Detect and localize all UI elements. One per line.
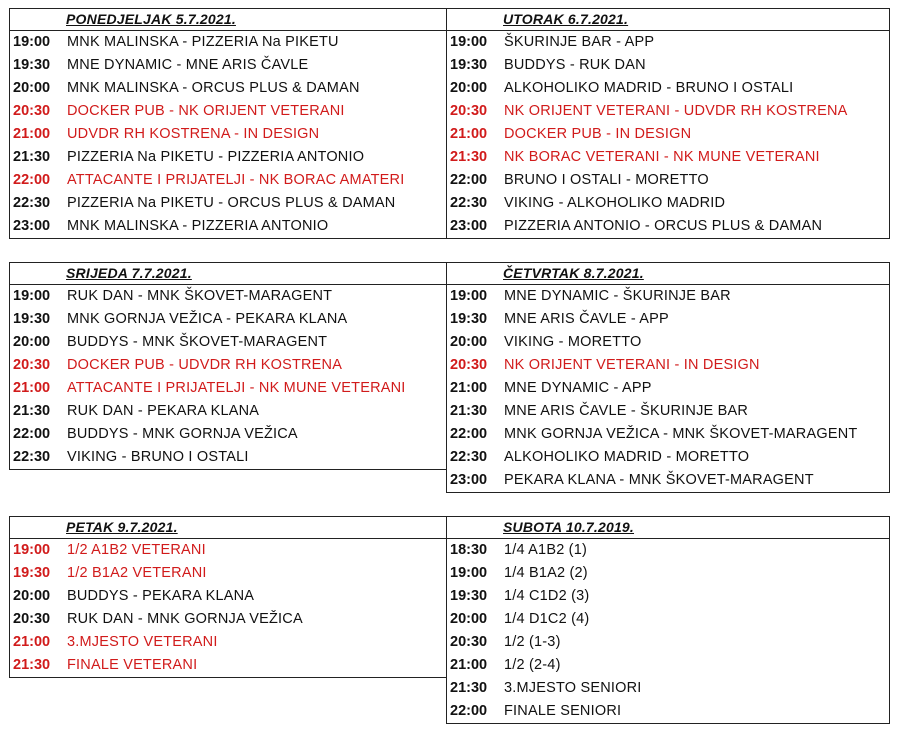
- game-row: [10, 377, 446, 400]
- game-row: [447, 331, 889, 354]
- game-match: BUDDYS - RUK DAN: [504, 57, 646, 73]
- game-time: 20:00: [450, 334, 488, 350]
- game-time: 19:00: [13, 288, 51, 304]
- game-time: 23:00: [13, 218, 51, 234]
- game-row: [447, 423, 889, 446]
- game-time: 22:00: [450, 703, 488, 719]
- game-time: 21:30: [13, 149, 51, 165]
- game-row: [10, 308, 446, 331]
- game-row: [447, 700, 889, 723]
- game-time: 22:00: [450, 172, 488, 188]
- game-row: [10, 585, 446, 608]
- game-row: [10, 215, 446, 238]
- game-match: 1/4 D1C2 (4): [504, 611, 590, 627]
- game-match: VIKING - BRUNO I OSTALI: [67, 449, 249, 465]
- game-time: 21:30: [450, 403, 488, 419]
- game-match: PIZZERIA Na PIKETU - PIZZERIA ANTONIO: [67, 149, 365, 165]
- day-tuesday: [446, 8, 890, 239]
- game-time: 21:30: [13, 657, 51, 673]
- game-row: [10, 192, 446, 215]
- game-time: 20:00: [13, 80, 51, 96]
- game-time: 20:30: [13, 611, 51, 627]
- game-match: DOCKER PUB - UDVDR RH KOSTRENA: [67, 357, 343, 373]
- game-row: [447, 446, 889, 469]
- game-time: 19:30: [450, 588, 488, 604]
- games-list: [447, 31, 889, 238]
- game-match: ALKOHOLIKO MADRID - BRUNO I OSTALI: [504, 80, 794, 96]
- games-list: [447, 539, 889, 723]
- game-time: 20:00: [450, 80, 488, 96]
- game-row: [10, 631, 446, 654]
- game-time: 21:00: [450, 126, 488, 142]
- game-row: [10, 146, 446, 169]
- game-row: [10, 331, 446, 354]
- game-row: [447, 585, 889, 608]
- day-friday: [9, 516, 447, 678]
- game-time: 22:30: [450, 449, 488, 465]
- game-match: BUDDYS - MNK GORNJA VEŽICA: [67, 426, 298, 442]
- game-time: 21:00: [450, 380, 488, 396]
- game-match: PIZZERIA ANTONIO - ORCUS PLUS & DAMAN: [504, 218, 823, 234]
- game-match: BUDDYS - PEKARA KLANA: [67, 588, 255, 604]
- day-title: SRIJEDA 7.7.2021.: [10, 263, 446, 285]
- game-time: 19:00: [450, 34, 488, 50]
- game-row: [10, 539, 446, 562]
- game-match: 3.MJESTO VETERANI: [67, 634, 218, 650]
- game-time: 22:30: [13, 449, 51, 465]
- game-match: MNE DYNAMIC - APP: [504, 380, 652, 396]
- game-time: 20:00: [13, 588, 51, 604]
- game-time: 20:00: [13, 334, 51, 350]
- game-time: 19:00: [13, 34, 51, 50]
- game-match: RUK DAN - MNK ŠKOVET-MARAGENT: [67, 288, 333, 304]
- game-match: FINALE VETERANI: [67, 657, 198, 673]
- game-match: MNK MALINSKA - ORCUS PLUS & DAMAN: [67, 80, 360, 96]
- game-row: [447, 100, 889, 123]
- game-row: [447, 354, 889, 377]
- game-time: 19:00: [450, 288, 488, 304]
- games-list: [10, 285, 446, 469]
- game-time: 21:00: [13, 380, 51, 396]
- game-match: ALKOHOLIKO MADRID - MORETTO: [504, 449, 750, 465]
- game-row: [447, 77, 889, 100]
- day-title: PETAK 9.7.2021.: [10, 517, 446, 539]
- game-row: [447, 631, 889, 654]
- game-time: 20:30: [13, 357, 51, 373]
- game-match: MNK GORNJA VEŽICA - MNK ŠKOVET-MARAGENT: [504, 426, 858, 442]
- game-match: MNE DYNAMIC - MNE ARIS ČAVLE: [67, 57, 309, 73]
- day-title: ČETVRTAK 8.7.2021.: [447, 263, 889, 285]
- game-match: VIKING - ALKOHOLIKO MADRID: [504, 195, 726, 211]
- game-time: 20:30: [450, 634, 488, 650]
- game-row: [10, 100, 446, 123]
- game-match: MNE DYNAMIC - ŠKURINJE BAR: [504, 288, 731, 304]
- game-time: 19:30: [450, 57, 488, 73]
- game-row: [10, 285, 446, 308]
- game-row: [10, 169, 446, 192]
- game-time: 19:30: [450, 311, 488, 327]
- game-time: 22:30: [450, 195, 488, 211]
- game-match: DOCKER PUB - NK ORIJENT VETERANI: [67, 103, 345, 119]
- game-row: [447, 54, 889, 77]
- game-row: [10, 446, 446, 469]
- day-thursday: [446, 262, 890, 493]
- game-match: MNK MALINSKA - PIZZERIA ANTONIO: [67, 218, 329, 234]
- game-match: UDVDR RH KOSTRENA - IN DESIGN: [67, 126, 320, 142]
- game-match: ATTACANTE I PRIJATELJI - NK BORAC AMATERI: [67, 172, 405, 188]
- game-match: BUDDYS - MNK ŠKOVET-MARAGENT: [67, 334, 328, 350]
- game-time: 20:30: [450, 357, 488, 373]
- game-match: 1/4 A1B2 (1): [504, 542, 588, 558]
- game-row: [10, 77, 446, 100]
- day-monday: [9, 8, 447, 239]
- game-time: 23:00: [450, 218, 488, 234]
- game-match: NK ORIJENT VETERANI - IN DESIGN: [504, 357, 760, 373]
- game-row: [447, 285, 889, 308]
- game-row: [447, 608, 889, 631]
- day-title: UTORAK 6.7.2021.: [447, 9, 889, 31]
- game-match: MNE ARIS ČAVLE - ŠKURINJE BAR: [504, 403, 749, 419]
- game-match: FINALE SENIORI: [504, 703, 622, 719]
- game-match: MNK MALINSKA - PIZZERIA Na PIKETU: [67, 34, 339, 50]
- game-row: [447, 31, 889, 54]
- game-match: PIZZERIA Na PIKETU - ORCUS PLUS & DAMAN: [67, 195, 396, 211]
- game-row: [447, 677, 889, 700]
- game-match: 1/4 B1A2 (2): [504, 565, 588, 581]
- day-wednesday: [9, 262, 447, 470]
- games-list: [447, 285, 889, 492]
- game-row: [447, 400, 889, 423]
- game-match: ATTACANTE I PRIJATELJI - NK MUNE VETERANI: [67, 380, 406, 396]
- game-time: 19:30: [13, 565, 51, 581]
- game-match: VIKING - MORETTO: [504, 334, 642, 350]
- games-list: [10, 539, 446, 677]
- game-match: ŠKURINJE BAR - APP: [504, 34, 655, 50]
- game-time: 21:30: [13, 403, 51, 419]
- game-time: 22:30: [13, 195, 51, 211]
- game-row: [10, 400, 446, 423]
- game-match: 1/2 B1A2 VETERANI: [67, 565, 207, 581]
- game-time: 20:00: [450, 611, 488, 627]
- day-saturday: [446, 516, 890, 724]
- game-row: [447, 539, 889, 562]
- game-time: 19:30: [13, 57, 51, 73]
- game-row: [447, 123, 889, 146]
- game-row: [10, 654, 446, 677]
- game-time: 19:00: [450, 565, 488, 581]
- game-time: 20:30: [13, 103, 51, 119]
- game-time: 21:00: [13, 634, 51, 650]
- game-match: BRUNO I OSTALI - MORETTO: [504, 172, 709, 188]
- game-time: 19:30: [13, 311, 51, 327]
- game-row: [10, 123, 446, 146]
- game-time: 18:30: [450, 542, 488, 558]
- game-time: 21:00: [450, 657, 488, 673]
- game-row: [447, 469, 889, 492]
- game-row: [447, 215, 889, 238]
- game-row: [447, 654, 889, 677]
- game-row: [10, 54, 446, 77]
- game-match: NK ORIJENT VETERANI - UDVDR RH KOSTRENA: [504, 103, 848, 119]
- game-time: 21:30: [450, 680, 488, 696]
- game-row: [10, 562, 446, 585]
- game-match: 1/2 A1B2 VETERANI: [67, 542, 206, 558]
- game-time: 22:00: [13, 426, 51, 442]
- day-title: SUBOTA 10.7.2019.: [447, 517, 889, 539]
- game-time: 22:00: [450, 426, 488, 442]
- game-row: [10, 608, 446, 631]
- game-row: [447, 377, 889, 400]
- game-row: [10, 423, 446, 446]
- game-time: 21:30: [450, 149, 488, 165]
- games-list: [10, 31, 446, 238]
- game-match: 1/2 (2-4): [504, 657, 561, 673]
- game-match: RUK DAN - MNK GORNJA VEŽICA: [67, 611, 303, 627]
- game-row: [447, 169, 889, 192]
- game-match: MNK GORNJA VEŽICA - PEKARA KLANA: [67, 311, 348, 327]
- game-row: [447, 562, 889, 585]
- day-title: PONEDJELJAK 5.7.2021.: [10, 9, 446, 31]
- game-row: [447, 146, 889, 169]
- game-time: 19:00: [13, 542, 51, 558]
- game-row: [447, 308, 889, 331]
- game-time: 20:30: [450, 103, 488, 119]
- game-match: 3.MJESTO SENIORI: [504, 680, 642, 696]
- game-match: NK BORAC VETERANI - NK MUNE VETERANI: [504, 149, 820, 165]
- game-time: 23:00: [450, 472, 488, 488]
- game-match: MNE ARIS ČAVLE - APP: [504, 311, 669, 327]
- game-match: RUK DAN - PEKARA KLANA: [67, 403, 260, 419]
- game-match: PEKARA KLANA - MNK ŠKOVET-MARAGENT: [504, 472, 814, 488]
- game-match: DOCKER PUB - IN DESIGN: [504, 126, 692, 142]
- game-time: 21:00: [13, 126, 51, 142]
- game-row: [10, 31, 446, 54]
- game-time: 22:00: [13, 172, 51, 188]
- game-row: [10, 354, 446, 377]
- game-match: 1/4 C1D2 (3): [504, 588, 590, 604]
- game-match: 1/2 (1-3): [504, 634, 561, 650]
- game-row: [447, 192, 889, 215]
